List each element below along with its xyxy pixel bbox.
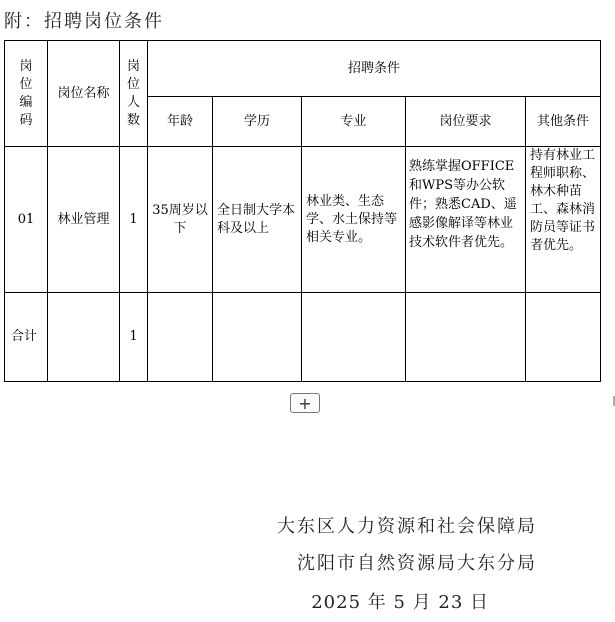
cell-code: 01 bbox=[5, 147, 48, 293]
header-code: 岗位编码 bbox=[5, 41, 48, 147]
total-other-empty bbox=[526, 293, 601, 382]
header-conditions: 招聘条件 bbox=[148, 41, 601, 97]
cell-major: 林业类、生态学、水土保持等相关专业。 bbox=[302, 147, 406, 293]
total-name-empty bbox=[48, 293, 120, 382]
cell-other: 持有林业工程师职称、林木种苗工、森林消防员等证书者优先。 bbox=[526, 147, 601, 293]
signature-date: 2025 年 5 月 23 日 bbox=[311, 592, 489, 613]
cell-name: 林业管理 bbox=[48, 147, 120, 293]
recruitment-table bbox=[4, 40, 601, 382]
header-age: 年龄 bbox=[148, 97, 213, 147]
total-education-empty bbox=[213, 293, 302, 382]
signature-org-hr: 大东区人力资源和社会保障局 bbox=[277, 516, 537, 537]
header-row-top bbox=[5, 41, 601, 97]
total-requirements-empty bbox=[406, 293, 526, 382]
signature-org-resources: 沈阳市自然资源局大东分局 bbox=[297, 553, 537, 574]
header-other: 其他条件 bbox=[526, 97, 601, 147]
page-heading: 附：招聘岗位条件 bbox=[4, 11, 164, 32]
cell-education: 全日制大学本科及以上 bbox=[213, 147, 302, 293]
total-row bbox=[5, 293, 601, 382]
total-label: 合计 bbox=[5, 293, 48, 382]
header-major: 专业 bbox=[302, 97, 406, 147]
cell-count: 1 bbox=[120, 147, 148, 293]
table-row bbox=[5, 147, 601, 293]
cell-age: 35周岁以下 bbox=[148, 147, 213, 293]
header-count: 岗位人数 bbox=[120, 41, 148, 147]
total-age-empty bbox=[148, 293, 213, 382]
header-education: 学历 bbox=[213, 97, 302, 147]
header-name: 岗位名称 bbox=[48, 41, 120, 147]
add-row-button[interactable]: + bbox=[290, 393, 320, 413]
total-count: 1 bbox=[120, 293, 148, 382]
cell-requirements: 熟练掌握OFFICE和WPS等办公软件；熟悉CAD、遥感影像解译等林业技术软件者优先。 bbox=[406, 147, 526, 293]
header-requirements: 岗位要求 bbox=[406, 97, 526, 147]
total-major-empty bbox=[302, 293, 406, 382]
